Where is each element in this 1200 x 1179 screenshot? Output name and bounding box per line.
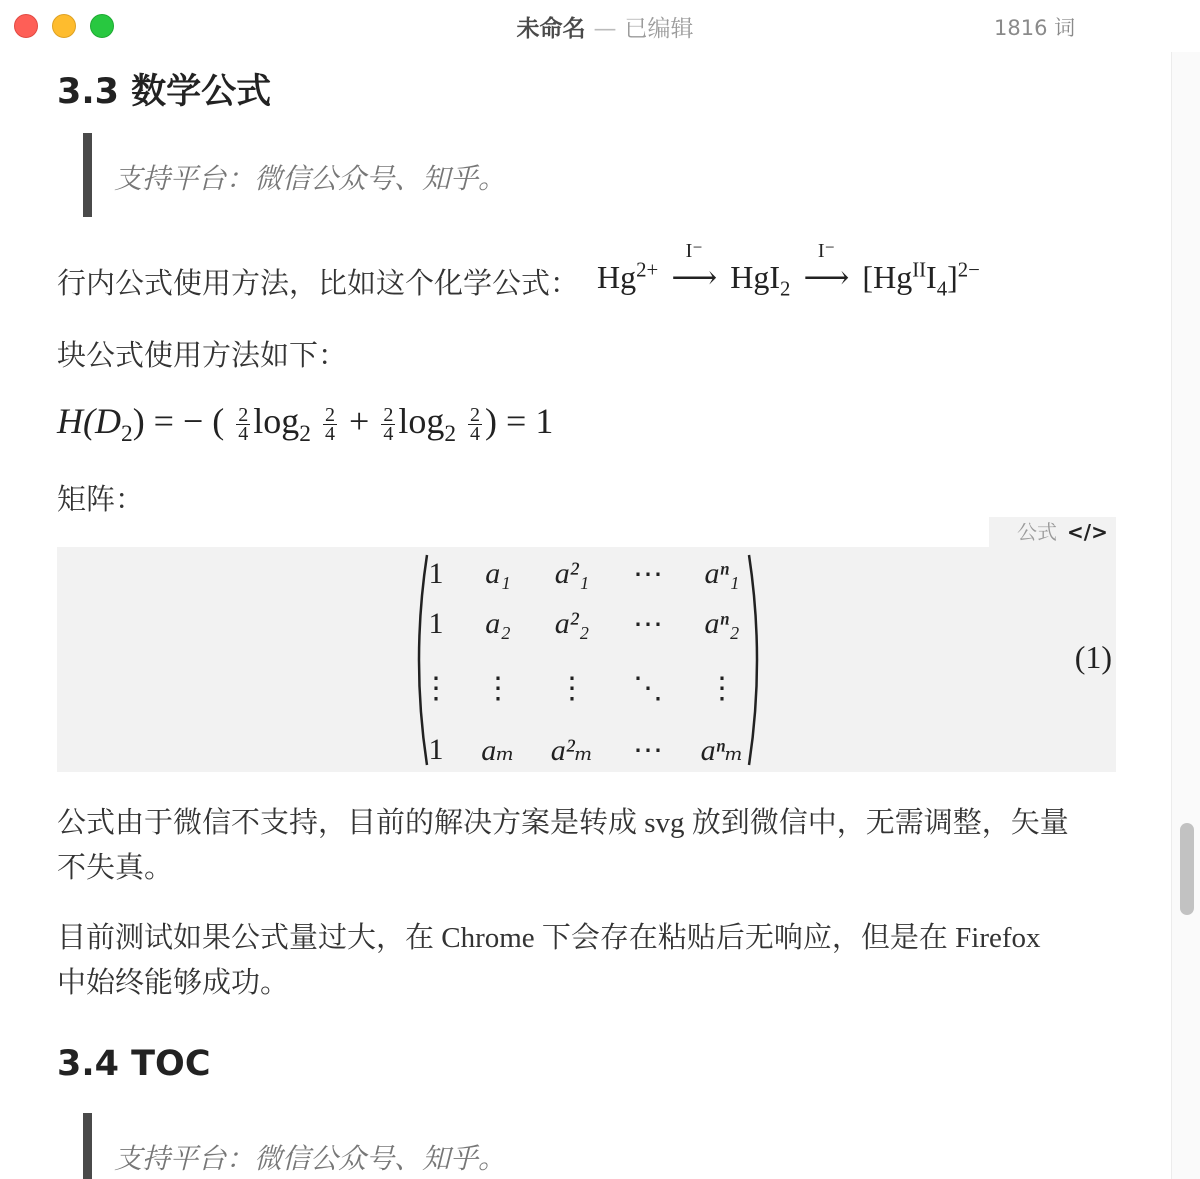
matrix-cell: ⋮ xyxy=(707,672,737,705)
title-separator: — xyxy=(593,16,617,42)
block-formula-intro: 块公式使用方法如下： xyxy=(57,340,348,372)
reaction-arrow: I⁻ ⟶ xyxy=(671,240,718,295)
formula-complex-charge: 2− xyxy=(957,258,980,282)
log-base: 2 xyxy=(444,421,457,448)
formula-complex: [Hg xyxy=(862,259,913,295)
platform-note-toc: 支持平台：微信公众号、知乎。 xyxy=(114,1144,507,1175)
matrix-formula-block[interactable] xyxy=(57,547,1116,772)
formula-block-toolbar xyxy=(989,517,1116,547)
edit-state: 已编辑 xyxy=(624,16,694,42)
note-svg-line-1: 公式由于微信不支持，目前的解决方案是转成 svg 放到微信中，无需调整，矢量 xyxy=(57,807,1069,839)
matrix-cell: aⁿ₁ xyxy=(704,557,740,590)
entropy-subscript: 2 xyxy=(120,421,133,448)
section-heading-3-4: 3.4 TOC xyxy=(57,1044,211,1084)
title-bar xyxy=(0,0,1200,52)
matrix-cell: ⋮ xyxy=(421,672,451,705)
scrollbar-track[interactable] xyxy=(1171,52,1200,1179)
matrix-cell: 1 xyxy=(428,733,444,766)
platform-note: 支持平台：微信公众号、知乎。 xyxy=(114,164,507,195)
note-chrome-line-2: 中始终能够成功。 xyxy=(57,967,290,999)
matrix-cell: aⁿₘ xyxy=(700,734,744,767)
matrix-cell: ⋯ xyxy=(633,608,663,641)
fraction-denominator: 4 xyxy=(470,423,481,446)
matrix-cell: ⋯ xyxy=(633,734,663,767)
formula-hg: Hg xyxy=(597,259,637,295)
inline-formula-intro: 行内公式使用方法，比如这个化学公式： xyxy=(57,268,580,300)
note-chrome-line-1: 目前测试如果公式量过大，在 Chrome 下会存在粘贴后无响应，但是在 Firefox xyxy=(57,922,1041,954)
matrix-cell: 1 xyxy=(428,557,444,590)
matrix-intro: 矩阵： xyxy=(57,484,145,516)
plus-sign: + xyxy=(349,401,370,441)
entropy-lhs: H(D xyxy=(57,401,121,441)
formula-charge: 2+ xyxy=(636,258,659,282)
equation-number: (1) xyxy=(1074,639,1112,675)
formula-hgi: HgI xyxy=(730,259,781,295)
code-toggle-icon[interactable]: </> xyxy=(1067,520,1108,544)
formula-subscript-4: 4 xyxy=(936,277,948,301)
formula-label: 公式 xyxy=(1017,520,1057,544)
section-heading-3-3: 3.3 数学公式 xyxy=(57,72,272,112)
fraction xyxy=(381,404,395,446)
matrix-cell: ⋱ xyxy=(633,672,663,705)
formula-bracket-close: ] xyxy=(947,259,958,295)
entropy-formula[interactable] xyxy=(57,400,553,448)
entropy-equals: ) = − ( xyxy=(132,401,225,441)
reaction-arrow-2: I⁻ ⟶ xyxy=(803,240,850,295)
formula-subscript: 2 xyxy=(780,277,791,301)
note-svg-line-2: 不失真。 xyxy=(57,852,174,884)
document-name: 未命名 xyxy=(516,16,586,42)
fraction xyxy=(236,404,250,446)
matrix-cell: aⁿ₂ xyxy=(704,607,740,640)
entropy-result: ) = 1 xyxy=(485,401,554,441)
matrix-cell: ⋮ xyxy=(483,672,513,705)
word-count[interactable]: 1816 词 xyxy=(994,16,1076,40)
scrollbar-thumb[interactable] xyxy=(1180,823,1194,915)
arrow-label: I⁻ xyxy=(685,240,703,262)
log-base: 2 xyxy=(299,421,311,448)
matrix-cell: a²₂ xyxy=(554,607,590,640)
matrix-cell: aₘ xyxy=(481,734,515,767)
fraction-numerator: 2 xyxy=(383,404,394,427)
matrix-cell: a²ₘ xyxy=(550,734,594,767)
matrix-cell: a₂ xyxy=(485,607,511,640)
fraction-numerator: 2 xyxy=(238,404,249,427)
matrix-cell: 1 xyxy=(428,607,444,640)
matrix-cell: ⋯ xyxy=(633,558,663,591)
matrix-cell: a₁ xyxy=(485,557,511,590)
log-operator: log xyxy=(398,401,445,441)
fraction-denominator: 4 xyxy=(383,423,394,446)
fraction xyxy=(468,404,482,446)
fraction xyxy=(323,404,337,446)
fraction-numerator: 2 xyxy=(470,404,481,427)
blockquote-toc xyxy=(83,1113,507,1179)
formula-iodine: I xyxy=(926,259,937,295)
fraction-denominator: 4 xyxy=(238,423,249,446)
matrix-cell: ⋮ xyxy=(557,672,587,705)
fraction-denominator: 4 xyxy=(325,423,335,446)
blockquote xyxy=(83,133,507,217)
inline-chemical-formula[interactable] xyxy=(597,240,980,301)
log-operator: log xyxy=(253,401,300,441)
matrix-cell: a²₁ xyxy=(554,557,590,590)
fraction-numerator: 2 xyxy=(325,404,335,427)
arrow-label-2: I⁻ xyxy=(817,240,836,262)
formula-oxidation-state: II xyxy=(912,258,927,282)
